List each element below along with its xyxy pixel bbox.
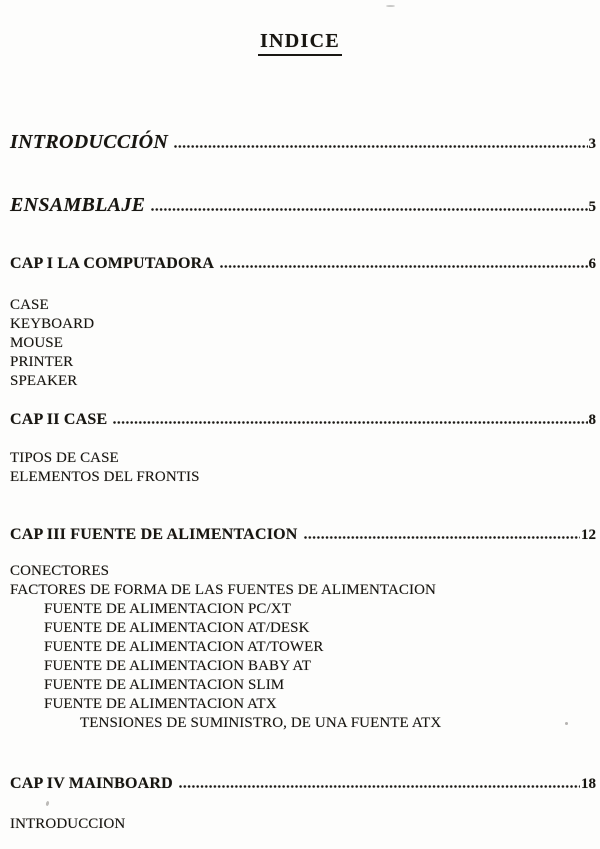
toc-subitems-cap1 bbox=[10, 296, 596, 391]
toc-subitems-cap3 bbox=[10, 562, 596, 733]
dot-leader bbox=[151, 208, 587, 211]
toc-entry-cap3 bbox=[10, 526, 596, 544]
toc-subitem: ELEMENTOS DEL FRONTIS bbox=[10, 469, 200, 485]
toc-subitem: FUENTE DE ALIMENTACION AT/DESK bbox=[44, 620, 310, 636]
toc-entry-ensamblaje bbox=[10, 194, 596, 218]
page-title-text: INDICE bbox=[258, 30, 342, 56]
toc-entry-cap4 bbox=[10, 775, 596, 793]
toc-subitem: CASE bbox=[10, 297, 49, 313]
toc-subitem: FUENTE DE ALIMENTACION BABY AT bbox=[44, 658, 312, 674]
toc-subitem: TENSIONES DE SUMINISTRO, DE UNA FUENTE ATX bbox=[80, 715, 442, 731]
toc-entry-label: CAP I LA COMPUTADORA bbox=[10, 255, 215, 272]
scan-artifact bbox=[565, 722, 568, 725]
scan-artifact bbox=[45, 801, 49, 807]
toc-entry-label: CAP IV MAINBOARD bbox=[10, 775, 173, 792]
toc-entry-page: 12 bbox=[581, 527, 596, 543]
toc-entry-page: 8 bbox=[588, 412, 596, 428]
toc-entry-label: CAP III FUENTE DE ALIMENTACION bbox=[10, 526, 298, 543]
toc-entry-cap1 bbox=[10, 255, 596, 273]
scan-artifact bbox=[386, 5, 395, 7]
toc-subitem: KEYBOARD bbox=[10, 316, 95, 332]
toc-entry-cap2 bbox=[10, 411, 596, 429]
toc-entry-page: 6 bbox=[588, 256, 596, 272]
dot-leader bbox=[179, 785, 580, 788]
toc-subitem: FUENTE DE ALIMENTACION SLIM bbox=[44, 677, 285, 693]
toc-subitem: FUENTE DE ALIMENTACION PC/XT bbox=[44, 601, 292, 617]
toc-subitems-cap2 bbox=[10, 449, 596, 487]
dot-leader bbox=[113, 421, 587, 424]
toc-entry-label: INTRODUCCIÓN bbox=[10, 131, 169, 153]
toc-subitem: FACTORES DE FORMA DE LAS FUENTES DE ALIMENTACION bbox=[10, 582, 436, 598]
toc-entry-label: ENSAMBLAJE bbox=[10, 194, 146, 216]
toc-entry-introduccion bbox=[10, 131, 596, 155]
toc-entry-page: 5 bbox=[588, 199, 596, 215]
toc-subitem: INTRODUCCION bbox=[10, 816, 126, 832]
dot-leader bbox=[174, 145, 587, 148]
toc-subitems-cap4 bbox=[10, 815, 596, 834]
toc-subitem: SPEAKER bbox=[10, 373, 78, 389]
toc-entry-label: CAP II CASE bbox=[10, 411, 108, 428]
dot-leader bbox=[304, 536, 580, 539]
toc-subitem: FUENTE DE ALIMENTACION ATX bbox=[44, 696, 277, 712]
toc-subitem: FUENTE DE ALIMENTACION AT/TOWER bbox=[44, 639, 324, 655]
page-title bbox=[0, 29, 600, 55]
dot-leader bbox=[220, 265, 587, 268]
toc-entry-page: 3 bbox=[588, 136, 596, 152]
toc-entry-page: 18 bbox=[581, 776, 596, 792]
toc-subitem: MOUSE bbox=[10, 335, 64, 351]
toc-subitem: TIPOS DE CASE bbox=[10, 450, 119, 466]
toc-subitem: CONECTORES bbox=[10, 563, 110, 579]
toc-subitem: PRINTER bbox=[10, 354, 74, 370]
